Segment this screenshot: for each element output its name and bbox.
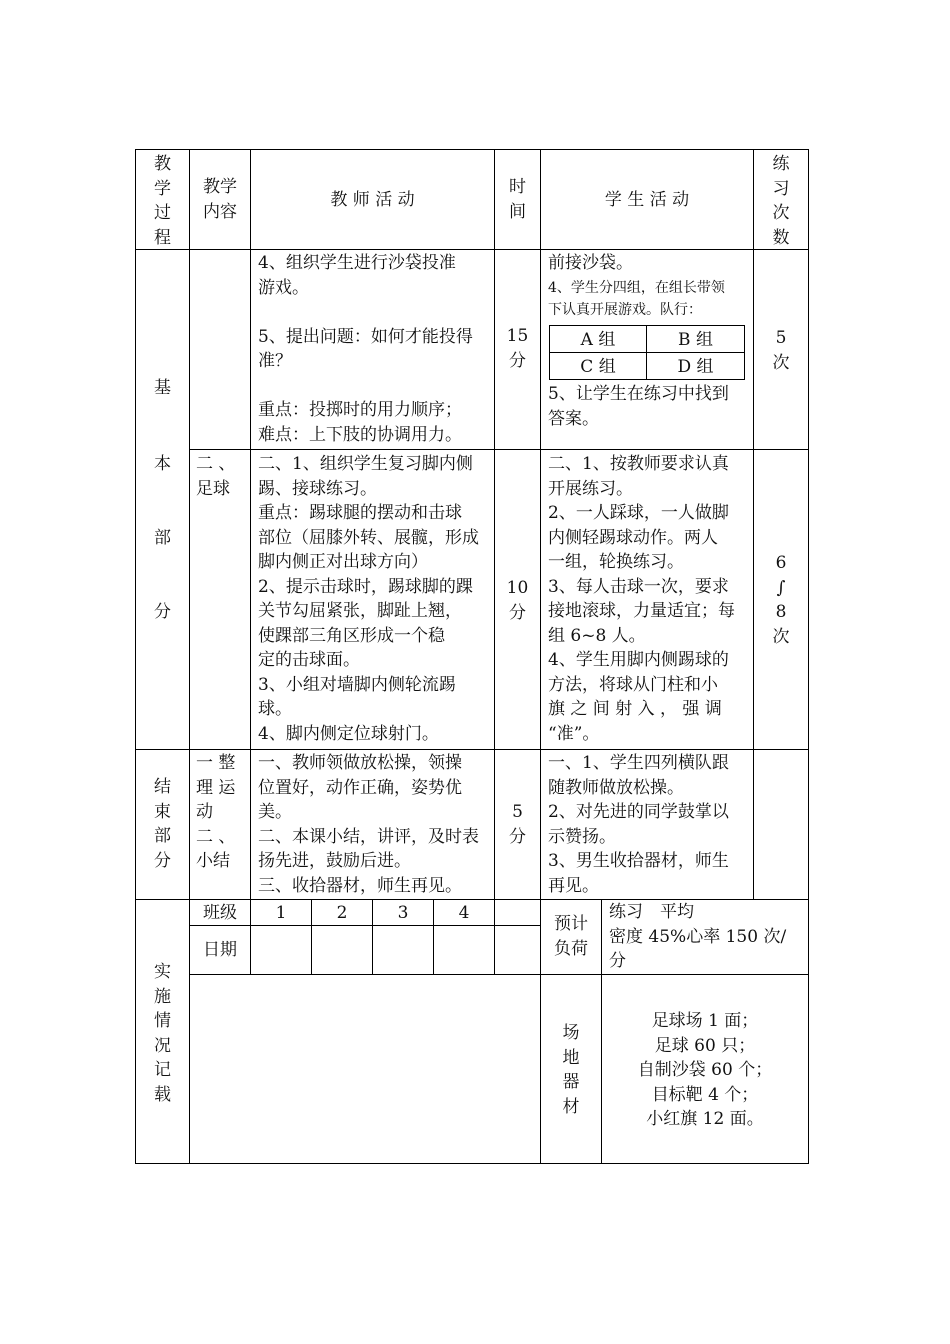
text-line: 动 (196, 802, 213, 822)
equipment-item: 自制沙袋 60 个； (637, 1060, 773, 1080)
text-line (258, 374, 492, 399)
text-line: 分 (609, 951, 626, 971)
text-line (258, 300, 492, 325)
basic-row1-student-small (548, 277, 751, 321)
text-line: 5 (512, 802, 523, 822)
text-line: 二、1、按教师要求认真 (548, 454, 729, 474)
equipment-label-char: 地 (562, 1047, 580, 1068)
text-line: 开展练习。 (548, 478, 633, 499)
text-line: 示赞扬。 (548, 826, 616, 847)
text-line: 球。 (258, 699, 292, 719)
group-cell: D 组 (677, 357, 714, 377)
basic-row2-time (495, 576, 540, 625)
equipment-item: 目标靶 4 个； (651, 1084, 759, 1105)
equipment-label (541, 1021, 601, 1119)
end-teacher (258, 751, 492, 898)
header-process-char: 程 (154, 227, 171, 248)
text-line: 一 整 (196, 753, 236, 773)
equipment-label-char: 材 (562, 1096, 580, 1117)
header-time-char: 间 (509, 201, 526, 222)
text-line: 5 (775, 328, 787, 348)
text-line: 一组，轮换练习。 (548, 552, 684, 572)
text-line: 定的击球面。 (258, 650, 360, 670)
text-line: 美。 (258, 802, 292, 822)
text-line: 接地滚球，力量适宜；每 (548, 601, 735, 621)
basic-label-char: 本 (154, 454, 171, 474)
text-line: 理 运 (196, 777, 236, 798)
end-label-char: 束 (154, 801, 171, 822)
text-line: 小结 (196, 851, 230, 871)
text-line: 下认真开展游戏。队行： (548, 302, 702, 318)
text-line: 随教师做放松操。 (548, 777, 684, 798)
header-count-char: 习 (772, 178, 790, 199)
text-line: 位置好，动作正确，姿势优 (258, 777, 462, 798)
header-student: 学 生 活 动 (604, 190, 690, 210)
class-number: 1 (275, 903, 287, 923)
group-cell: A 组 (580, 330, 616, 350)
end-label-char: 结 (154, 777, 171, 797)
basic-row1-student-bottom (548, 382, 751, 431)
text-line: 2、对先进的同学鼓掌以 (548, 802, 729, 822)
equipment-item: 小红旗 12 面。 (646, 1109, 764, 1129)
class-number: 3 (397, 903, 409, 923)
text-line: 10 (506, 578, 529, 598)
text-line: 扬先进，鼓励后进。 (258, 851, 411, 871)
text-line: 二、本课小结，讲评，及时表 (258, 826, 479, 847)
load-value (609, 900, 805, 974)
text-line: 二 、 (196, 454, 236, 474)
equipment-item: 足球 60 只； (654, 1035, 756, 1056)
class-label: 班级 (203, 903, 237, 923)
header-content (190, 175, 250, 224)
text-line: 负荷 (554, 938, 588, 959)
end-label (136, 775, 189, 873)
text-line: 足球 (196, 478, 230, 499)
basic-row1-time (495, 324, 540, 373)
header-content-line: 教学 (203, 177, 237, 197)
end-label-char: 分 (154, 850, 171, 871)
record-label-char: 记 (154, 1060, 171, 1080)
text-line: 3、男生收拾器材，师生 (548, 851, 729, 871)
text-line: 二 、 (196, 826, 236, 847)
text-line: 内侧轻踢球动作。两人 (548, 527, 718, 548)
record-label (136, 960, 189, 1107)
class-number: 2 (336, 903, 348, 923)
text-line: 重点：踢球腿的摆动和击球 (258, 503, 462, 523)
end-content (196, 751, 248, 874)
text-line: 部位（屈膝外转、展髋，形成 (258, 527, 479, 548)
text-line: 使踝部三角区形成一个稳 (258, 625, 445, 646)
record-label-char: 情 (154, 1011, 171, 1031)
basic-row1-student-top: 前接沙袋。 (548, 253, 633, 273)
text-line: 练习 平均 (609, 902, 694, 922)
record-label-char: 况 (154, 1035, 171, 1056)
text-line: 踢、接球练习。 (258, 478, 377, 499)
header-process (136, 152, 189, 250)
text-line: 4、学生用脚内侧踢球的 (548, 650, 729, 670)
text-line: 二、1、组织学生复习脚内侧 (258, 454, 473, 474)
header-process-char: 过 (154, 203, 171, 223)
text-line: 15 (506, 326, 529, 346)
text-line: 三、收拾器材，师生再见。 (258, 875, 462, 896)
basic-row2-student (548, 452, 751, 746)
header-time (495, 175, 540, 224)
group-cell: B 组 (678, 330, 713, 350)
class-number: 4 (458, 903, 470, 923)
text-line: 3、小组对墙脚内侧轮流踢 (258, 674, 456, 695)
text-line: 密度 45%心率 150 次/ (609, 926, 787, 947)
text-line: 分 (509, 826, 526, 847)
text-line: 3、每人击球一次，要求 (548, 576, 729, 597)
text-line: 5、让学生在练习中找到 (548, 384, 729, 404)
text-line: 一、1、学生四列横队跟 (548, 753, 729, 773)
record-label-char: 施 (154, 986, 171, 1007)
text-line: 方法，将球从门柱和小 (548, 674, 718, 695)
text-line: 游戏。 (258, 277, 309, 298)
equipment-label-char: 器 (562, 1072, 580, 1092)
text-line: 再见。 (548, 875, 599, 896)
text-line: 2、一人踩球，一人做脚 (548, 503, 729, 523)
end-student (548, 751, 751, 898)
text-line: 2、提示击球时，踢球脚的踝 (258, 576, 473, 597)
basic-row1-count (754, 326, 808, 375)
text-line: 分 (509, 350, 526, 371)
header-count-char: 次 (772, 203, 790, 223)
group-cell: C 组 (580, 357, 616, 377)
equipment-list (602, 1009, 808, 1132)
basic-row2-count (754, 551, 808, 649)
header-count-char: 练 (772, 154, 790, 174)
header-time-char: 时 (509, 177, 526, 197)
text-line: 5、提出问题：如何才能投得 (258, 326, 473, 347)
text-line: 8 (775, 602, 787, 622)
text-line: 4、组织学生进行沙袋投准 (258, 253, 456, 273)
text-line: 准？ (258, 351, 292, 371)
text-line: “准”。 (548, 723, 600, 744)
basic-row1-teacher (258, 251, 492, 447)
text-line: 一、教师领做放松操，领操 (258, 753, 462, 773)
text-line: 次 (772, 352, 790, 373)
text-line: 4、学生分四组，在组长带领 (548, 280, 725, 296)
text-line: ∫ (776, 577, 786, 598)
text-line: 组 6~8 人。 (548, 625, 646, 646)
end-label-char: 部 (154, 826, 171, 846)
header-content-line: 内容 (203, 201, 237, 222)
text-line: 答案。 (548, 408, 599, 429)
basic-label-char: 分 (154, 602, 171, 622)
basic-label-char: 基 (154, 378, 171, 398)
text-line: 重点：投掷时的用力顺序； (258, 400, 462, 420)
text-line: 预计 (554, 914, 588, 934)
basic-row2-teacher (258, 452, 492, 746)
end-time (495, 800, 540, 849)
header-process-char: 教 (154, 154, 171, 174)
text-line: 关节勾屈紧张，脚趾上翘， (258, 601, 462, 621)
equipment-item: 足球场 1 面； (651, 1011, 759, 1031)
text-line: 6 (775, 553, 787, 573)
equipment-label-char: 场 (562, 1023, 580, 1043)
text-line: 次 (772, 626, 790, 647)
text-line: 难点：上下肢的协调用力。 (258, 424, 462, 445)
header-count (754, 152, 808, 250)
record-label-char: 实 (154, 962, 171, 982)
basic-label-char: 部 (154, 528, 171, 548)
header-count-char: 数 (772, 227, 790, 248)
text-line: 分 (509, 602, 526, 623)
text-line: 脚内侧正对出球方向） (258, 552, 428, 572)
load-label (541, 912, 601, 961)
record-label-char: 载 (154, 1084, 171, 1105)
text-line: 4、脚内侧定位球射门。 (258, 723, 439, 744)
date-label: 日期 (203, 940, 237, 960)
basic-row2-content (196, 452, 248, 501)
text-line: 旗 之 间 射 入 ， 强 调 (548, 699, 722, 719)
header-process-char: 学 (154, 178, 171, 199)
header-teacher: 教 师 活 动 (330, 190, 415, 210)
